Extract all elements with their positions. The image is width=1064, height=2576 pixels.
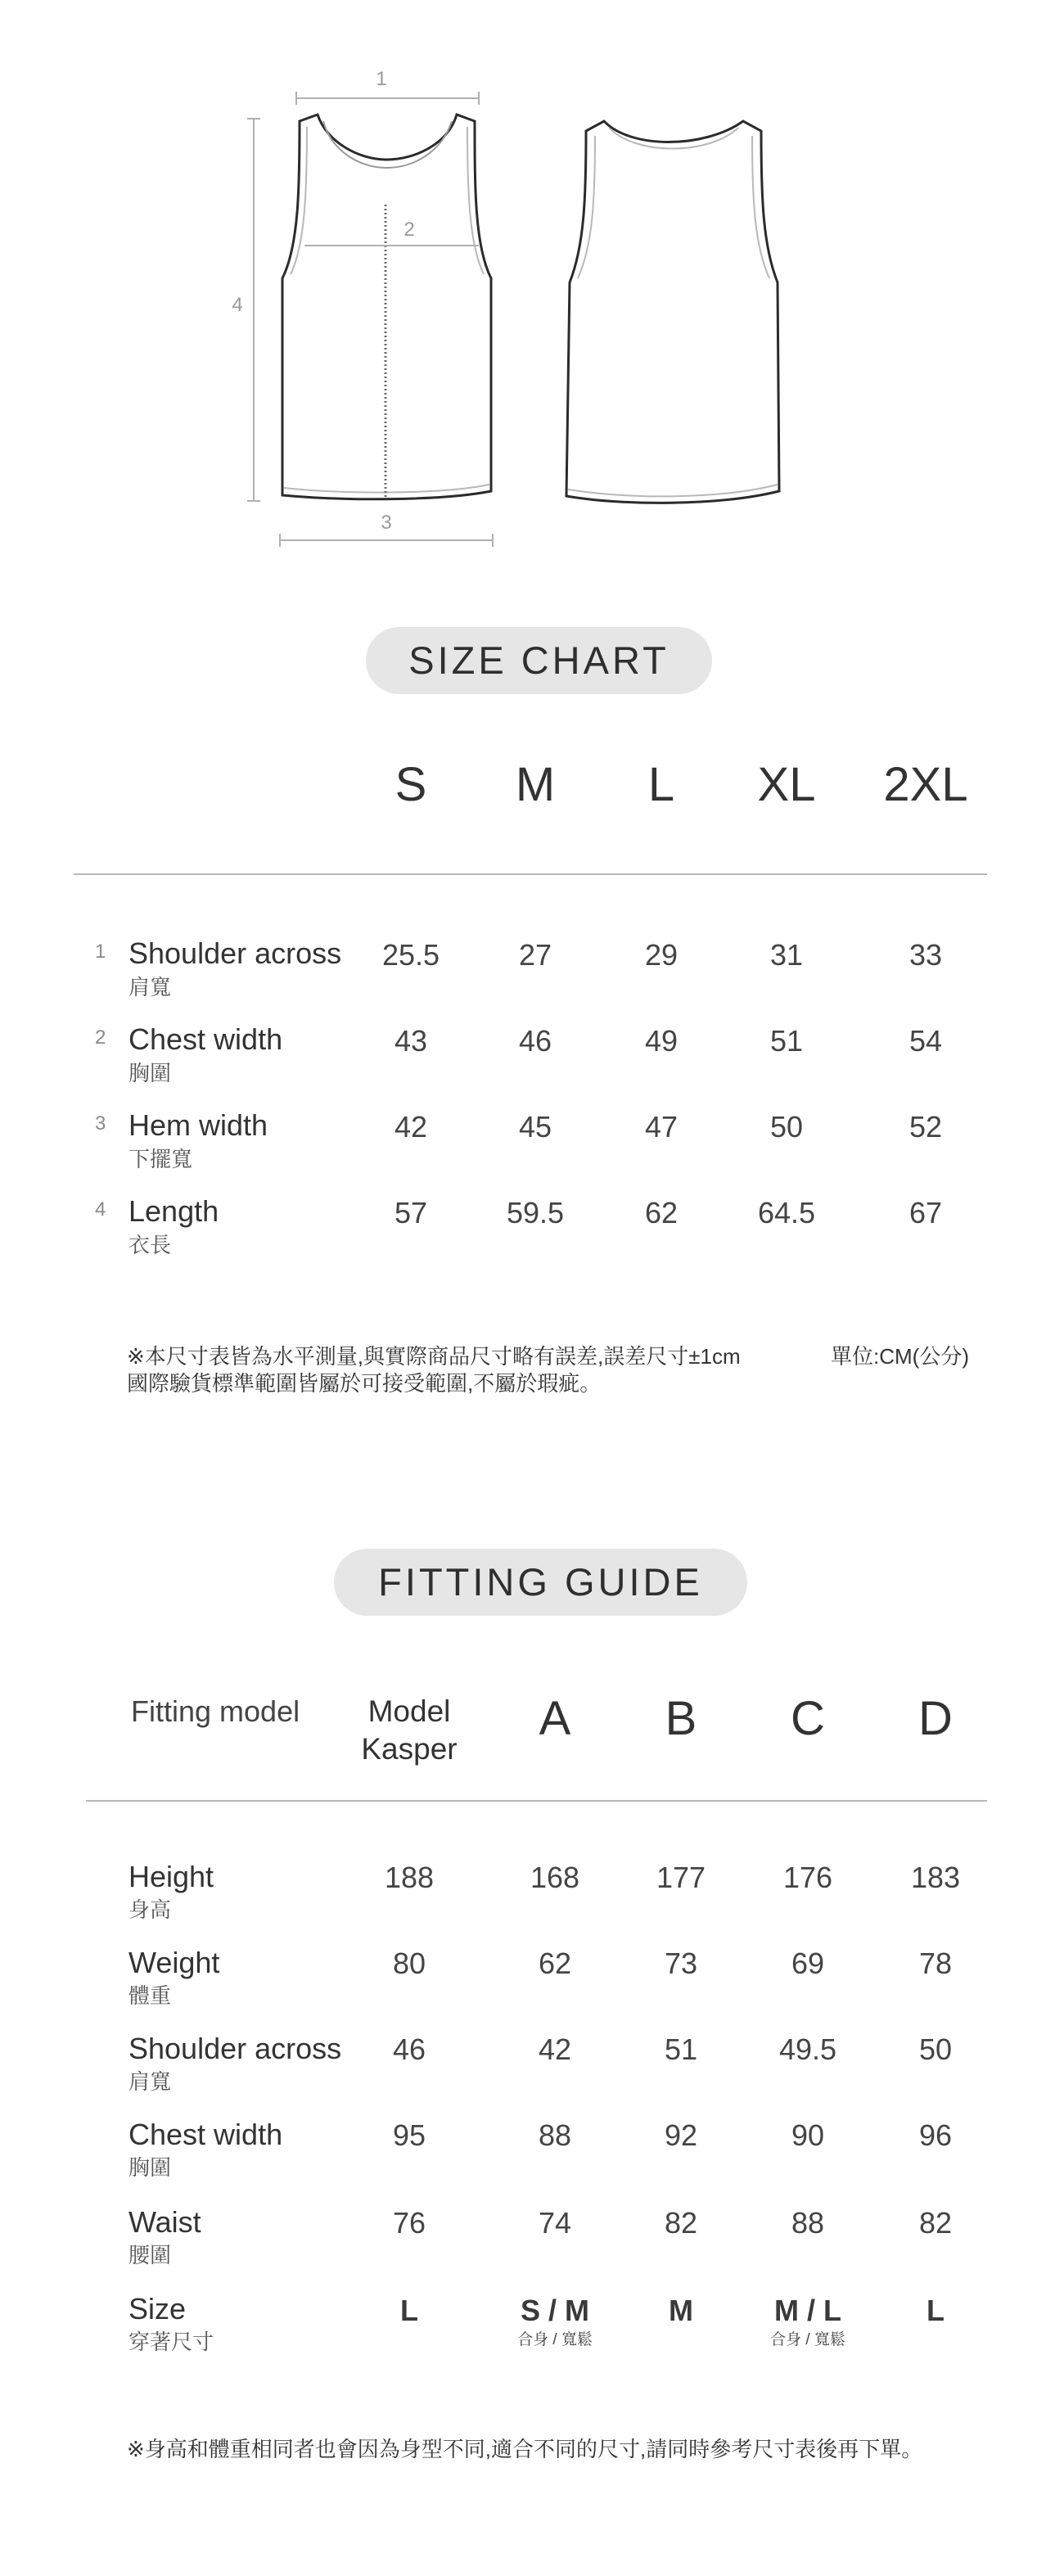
size-row-number: 3 [95,1112,106,1135]
size-row-label-zh: 胸圍 [128,1061,172,1085]
size-chart-note-line2: 國際驗貨標準範圍皆屬於可接受範圍,不屬於瑕疵。 [127,1371,602,1396]
fit-cell: 96 [918,2118,953,2152]
size-chart-note-line1: ※本尺寸表皆為水平測量,與實際商品尺寸略有誤差,誤差尺寸±1cm [127,1344,741,1369]
fit-cell: 90 [791,2118,825,2152]
fit-cell: 62 [538,1947,572,1980]
size-cell: 31 [769,938,804,972]
fit-cell: 50 [918,2032,953,2066]
fit-cell: 188 [384,1861,435,1894]
fit-size-subcaption: 合身 / 寬鬆 [517,2331,593,2348]
fit-row-label-zh: 胸圍 [128,2155,172,2180]
fit-row-label: Weight [128,1946,220,1979]
size-cell: 29 [644,938,679,972]
fit-cell: 176 [782,1861,833,1894]
fit-size-cell: M [669,2294,693,2327]
fit-cell: 46 [392,2032,426,2066]
fit-row-label-zh: 體重 [128,1983,172,2008]
fit-cell: 76 [392,2206,426,2240]
fitting-guide-title-pill: FITTING GUIDE [334,1549,747,1616]
fit-cell: 183 [910,1861,961,1894]
fitting-guide-note: ※身高和體重相同者也會因為身型不同,適合不同的尺寸,請同時參考尺寸表後再下單。 [127,2437,923,2461]
size-cell: 43 [394,1024,428,1058]
size-cell: 42 [394,1110,428,1144]
dimension-label-shoulder: 1 [376,68,387,90]
fit-row-label-zh: 身高 [128,1897,172,1922]
dimension-label-length: 4 [232,294,243,316]
fit-cell: 78 [918,1947,953,1980]
size-cell: 62 [644,1196,679,1229]
fit-cell: 69 [791,1947,825,1980]
size-cell: 59.5 [506,1196,565,1229]
size-chart-divider [74,873,987,875]
size-row-label: Chest width [128,1022,283,1056]
size-header-l: L [647,758,675,811]
size-row-label: Hem width [128,1108,268,1142]
fit-size-cell: L [926,2294,945,2327]
fit-size-row-label-zh: 穿著尺寸 [128,2330,214,2354]
fitting-guide-divider [86,1800,987,1802]
fit-cell: 88 [791,2206,825,2240]
fit-row-label-zh: 腰圍 [128,2243,172,2267]
fit-size-row-label: Size [128,2292,187,2326]
size-row-label: Shoulder across [128,936,342,970]
size-cell: 67 [908,1196,943,1229]
fit-cell: 80 [392,1947,426,1980]
fit-size-subcaption: 合身 / 寬鬆 [770,2331,845,2348]
fit-row-label: Height [128,1860,214,1893]
fit-header-a: A [539,1692,571,1745]
size-row-number: 4 [95,1198,106,1220]
fit-cell: 88 [538,2118,572,2152]
size-cell: 25.5 [381,938,440,972]
dimension-label-chest: 2 [404,219,415,241]
fit-cell: 42 [538,2032,572,2066]
size-cell: 54 [908,1024,943,1058]
fit-size-cell: L [400,2294,418,2327]
size-cell: 57 [394,1196,428,1229]
size-row-label-zh: 衣長 [128,1233,172,1257]
size-row-label-zh: 肩寬 [128,975,172,999]
size-row-number: 2 [95,1026,106,1049]
fit-header-d: D [918,1692,953,1745]
fit-cell: 51 [664,2032,698,2066]
front-view-garment [282,115,491,499]
size-cell: 46 [518,1024,552,1058]
fit-cell: 95 [392,2118,426,2152]
fitting-model-label: Fitting model [131,1694,300,1728]
size-row-label-zh: 下擺寬 [128,1147,193,1171]
fit-row-label-zh: 肩寬 [128,2069,172,2094]
size-cell: 51 [769,1024,804,1058]
fit-header-c: C [791,1692,825,1745]
fit-size-cell: M / L [774,2294,841,2327]
fit-cell: 177 [656,1861,706,1894]
size-cell: 45 [518,1110,552,1144]
fit-cell: 82 [918,2206,953,2240]
dimension-label-hem: 3 [381,512,392,534]
size-chart-title-pill: SIZE CHART [366,627,712,694]
size-cell: 50 [769,1110,804,1144]
size-row-label: Length [128,1194,219,1228]
fit-row-label: Shoulder across [128,2032,342,2065]
fit-header-model-line1: Model [367,1694,451,1728]
back-view-garment [566,121,779,503]
fit-row-label: Waist [128,2205,201,2239]
size-header-s: S [394,758,427,811]
fit-header-model-kasper [361,1693,457,1768]
dimension-lines [247,92,493,547]
fit-cell: 168 [530,1861,580,1894]
fit-cell: 74 [538,2206,572,2240]
size-row-number: 1 [95,941,106,963]
size-cell: 33 [908,938,943,972]
size-chart-unit: 單位:CM(公分) [831,1344,969,1369]
fit-cell: 73 [664,1947,698,1980]
fit-row-label: Chest width [128,2118,283,2151]
size-header-m: M [515,758,556,811]
fit-size-cell: S / M [520,2294,590,2327]
size-cell: 27 [518,938,552,972]
fit-cell: 49.5 [778,2032,837,2066]
size-header-xl: XL [757,758,816,811]
size-cell: 47 [644,1110,679,1144]
fit-cell: 92 [664,2118,698,2152]
size-cell: 52 [908,1110,943,1144]
size-cell: 64.5 [757,1196,816,1229]
size-header-2xl: 2XL [883,758,968,811]
size-cell: 49 [644,1024,679,1058]
fit-header-b: B [665,1692,697,1745]
fit-header-model-line2: Kasper [361,1732,458,1766]
tank-top-measurement-diagram [0,0,1064,573]
fit-cell: 82 [664,2206,698,2240]
